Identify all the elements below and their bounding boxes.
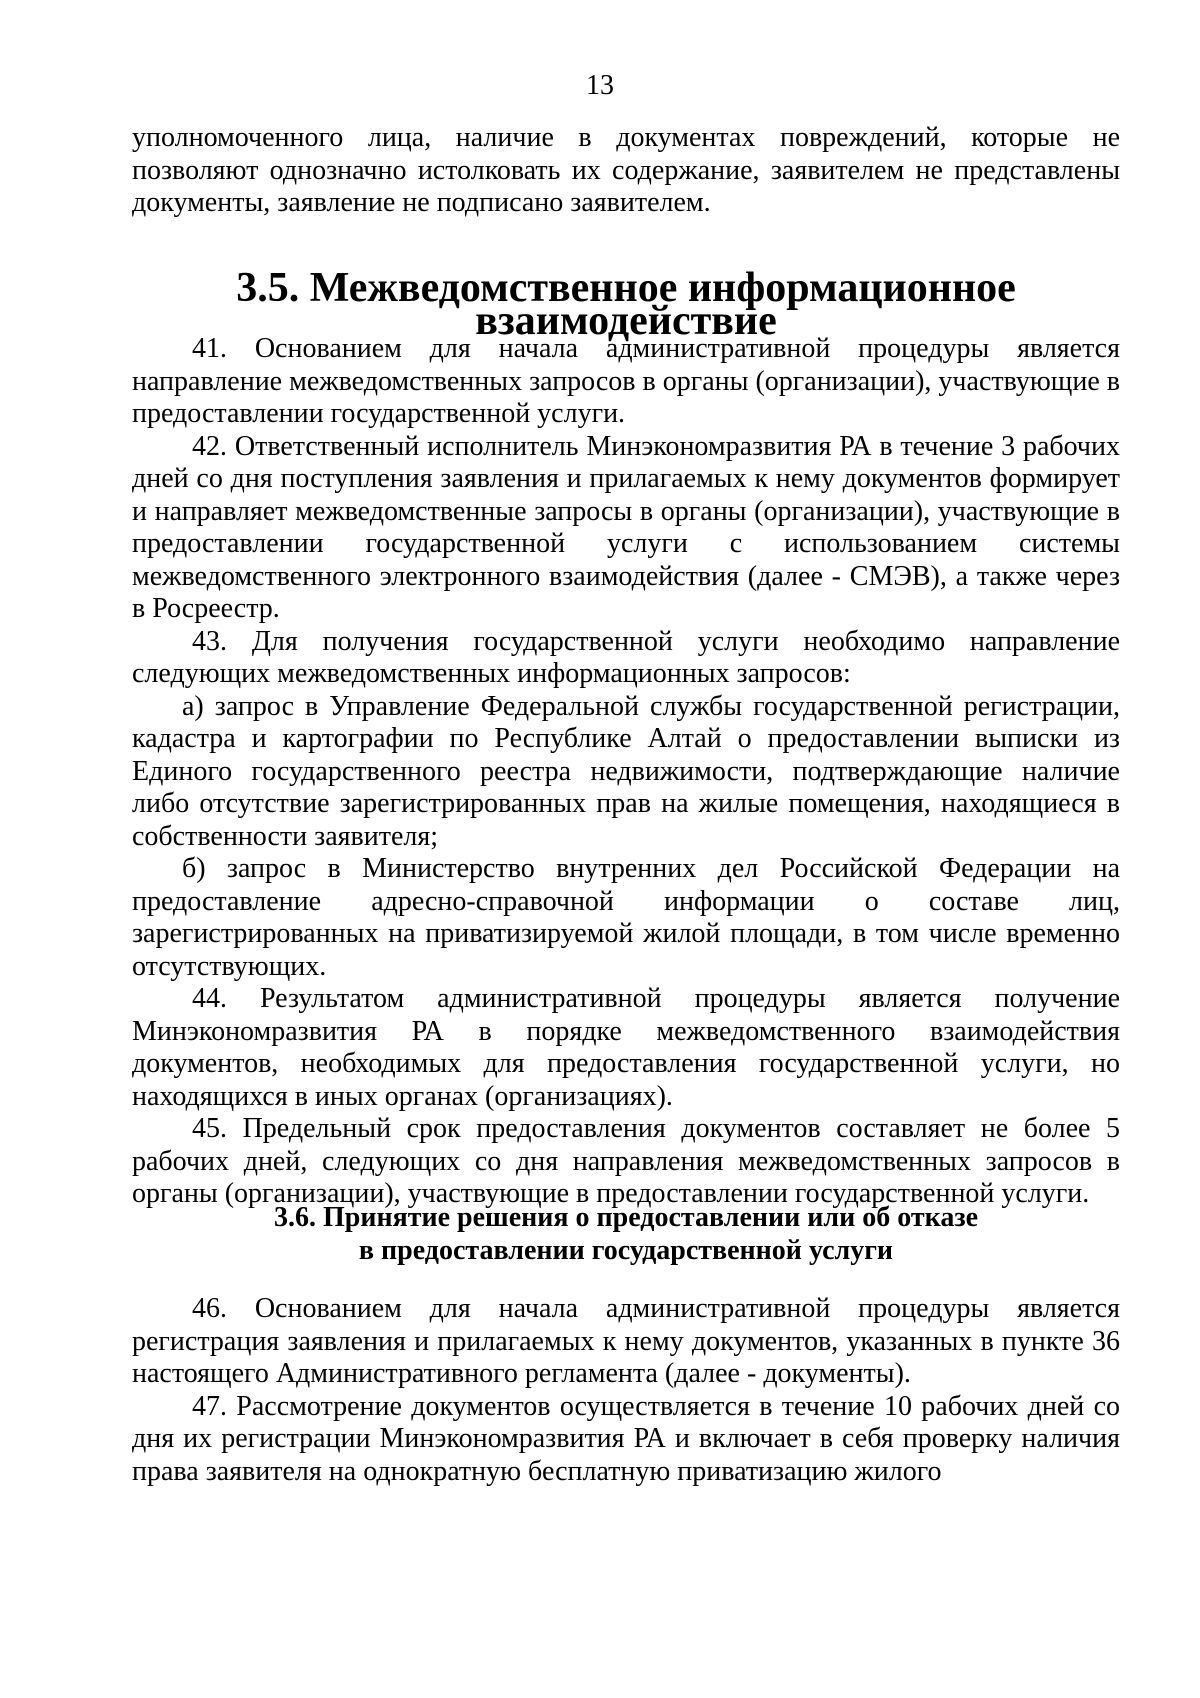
paragraph-46: 46. Основанием для начала административной процедуры является регистрация заявления и прилагаемых к нему документов, указанных в пункте 36 настоящего Административного регламента (далее - документы). (132, 1293, 1120, 1389)
intro-block (132, 122, 1120, 220)
paragraph-45: 45. Предельный срок предоставления документов составляет не более 5 рабочих дней, следующих со дня направления межведомственных запросов в органы (организации), участвующие в предоставлении государственной услуги. (132, 1113, 1120, 1209)
paragraph-42: 42. Ответственный исполнитель Минэкономразвития РА в течение 3 рабочих дней со дня поступления заявления и прилагаемых к нему документов формирует и направляет межведомственные запросы в органы (организации), участвующие в предоставлении государственной услуги с использованием системы межведомственного электронного взаимодействия (далее - СМЭВ), а также через в Росреестр. (132, 430, 1120, 624)
paragraph-43: 43. Для получения государственной услуги необходимо направление следующих межведомственных информационных запросов: (132, 625, 1120, 689)
page-number: 13 (586, 70, 614, 101)
section-3-6-heading-line1: 3.6. Принятие решения о предоставлении или об отказе (273, 1202, 979, 1233)
paragraph-44: 44. Результатом административной процедуры является получение Минэкономразвития РА в порядке межведомственного взаимодействия документов, необходимых для предоставления государственной услуги, но находящихся в иных органах (организациях). (132, 983, 1120, 1112)
section-3-5-heading: 3.5. Межведомственное информационное взаимодействие (236, 265, 1016, 344)
section-3-6-heading-line2: в предоставлении государственной услуги (358, 1234, 894, 1266)
paragraph-43-a: а) запрос в Управление Федеральной службы государственной регистрации, кадастра и картографии по Республике Алтай о предоставлении выписки из Единого государственного реестра недвижимости, подтверждающие наличие либо отсутствие зарегистрированных прав на жилые помещения, находящиеся в собственности заявителя; (132, 690, 1120, 852)
section-3-5-body (132, 333, 1120, 1211)
paragraph-41: 41. Основанием для начала административной процедуры является направление межведомственных запросов в органы (организации), участвующие в предоставлении государственной услуги. (132, 333, 1120, 429)
paragraph-43-b: б) запрос в Министерство внутренних дел Российской Федерации на предоставление адресно-справочной информации о составе лиц, зарегистрированных на приватизируемой жилой площади, в том числе временно отсутствующих. (132, 853, 1120, 982)
intro-paragraph: уполномоченного лица, наличие в документах повреждений, которые не позволяют однозначно истолковать их содержание, заявителем не представлены документы, заявление не подписано заявителем. (132, 122, 1120, 218)
section-3-6-body (132, 1293, 1120, 1488)
section-3-6-heading (132, 1202, 1120, 1267)
paragraph-47: 47. Рассмотрение документов осуществляется в течение 10 рабочих дней со дня их регистрации Минэкономразвития РА и включает в себя проверку наличия права заявителя на однократную бесплатную приватизацию жилого (132, 1390, 1120, 1487)
